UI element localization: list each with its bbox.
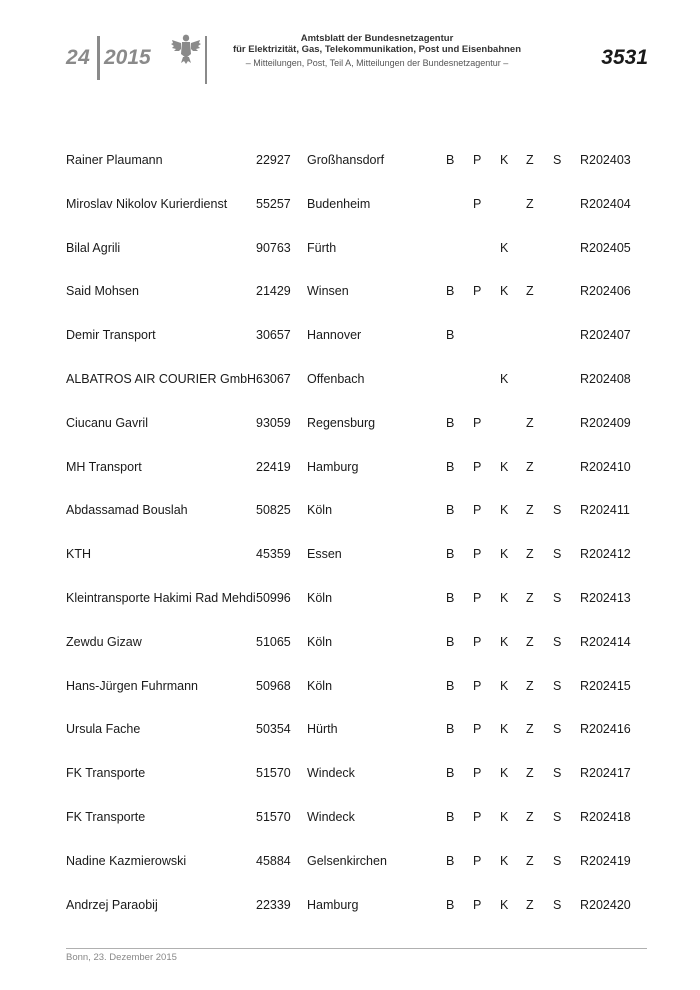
- registration-number: R202411: [580, 503, 630, 518]
- postal-code: 51570: [256, 766, 291, 781]
- city: Großhansdorf: [307, 153, 385, 167]
- flag-b: B: [446, 722, 455, 737]
- flag-s: S: [553, 591, 562, 605]
- flag-k: K: [500, 591, 509, 605]
- flag-p: P: [473, 547, 482, 562]
- flag-p: P: [473, 284, 482, 299]
- flag-s: S: [553, 547, 562, 562]
- flag-p: P: [473, 634, 482, 649]
- registration-number: R202418: [580, 810, 631, 824]
- page-number: 3531: [601, 46, 648, 69]
- postal-code: 93059: [256, 415, 291, 430]
- flag-b: B: [446, 415, 455, 430]
- journal-title-line1: Amtsblatt der Bundesnetzagentur: [300, 33, 454, 44]
- journal-title-line2: für Elektrizität, Gas, Telekommunikation, Post und Eisenbahnen: [232, 44, 522, 55]
- company-name: ALBATROS AIR COURIER GmbH: [66, 372, 257, 386]
- flag-s: S: [553, 766, 562, 781]
- city: Hamburg: [307, 459, 359, 474]
- flag-b: B: [446, 766, 455, 781]
- flag-p: P: [473, 722, 482, 737]
- flag-k: K: [500, 897, 509, 912]
- flag-k: K: [500, 547, 509, 562]
- flag-p: P: [473, 503, 482, 518]
- table-row: [0, 197, 700, 217]
- footer-text: Bonn, 23. Dezember 2015: [66, 952, 177, 963]
- flag-k: K: [500, 284, 509, 299]
- flag-p: P: [473, 196, 482, 211]
- registration-number: R202413: [580, 591, 631, 605]
- registration-number: R202420: [580, 897, 631, 912]
- company-name: Ursula Fache: [66, 722, 141, 737]
- postal-code: 50354: [256, 722, 291, 737]
- flag-s: S: [553, 503, 562, 518]
- city: Essen: [307, 547, 342, 562]
- table-row: [0, 722, 700, 742]
- postal-code: 50825: [256, 503, 291, 518]
- flag-z: Z: [526, 196, 534, 211]
- company-name: Demir Transport: [66, 328, 156, 343]
- journal-title: [218, 33, 536, 55]
- city: Köln: [307, 591, 333, 605]
- company-name: Kleintransporte Hakimi Rad Mehdi: [66, 591, 256, 605]
- flag-p: P: [473, 591, 482, 605]
- company-name: FK Transporte: [66, 810, 146, 824]
- flag-k: K: [500, 153, 509, 167]
- issue-number: 24: [66, 46, 91, 69]
- flag-p: P: [473, 810, 482, 824]
- flag-b: B: [446, 153, 455, 167]
- federal-eagle-icon: [170, 32, 202, 66]
- table-row: [0, 679, 700, 699]
- postal-code: 45884: [256, 853, 291, 868]
- flag-p: P: [473, 853, 482, 868]
- registration-number: R202410: [580, 459, 631, 474]
- registration-number: R202416: [580, 722, 631, 737]
- company-name: Hans-Jürgen Fuhrmann: [66, 678, 199, 693]
- flag-z: Z: [526, 153, 534, 167]
- company-name: Said Mohsen: [66, 284, 139, 299]
- flag-k: K: [500, 459, 509, 474]
- flag-k: K: [500, 372, 509, 386]
- city: Offenbach: [307, 372, 365, 386]
- flag-b: B: [446, 503, 455, 518]
- city: Köln: [307, 678, 333, 693]
- flag-k: K: [500, 853, 509, 868]
- table-row: [0, 898, 700, 918]
- flag-k: K: [500, 810, 509, 824]
- table-row: [0, 635, 700, 655]
- company-name: MH Transport: [66, 459, 142, 474]
- flag-p: P: [473, 153, 482, 167]
- registration-number: R202404: [580, 196, 631, 211]
- postal-code: 50968: [256, 678, 291, 693]
- city: Gelsenkirchen: [307, 853, 387, 868]
- flag-p: P: [473, 766, 482, 781]
- company-name: Ciucanu Gavril: [66, 415, 148, 430]
- footer-divider: [66, 948, 647, 949]
- postal-code: 22339: [256, 897, 291, 912]
- flag-k: K: [500, 503, 509, 518]
- company-name: FK Transporte: [66, 766, 146, 781]
- flag-z: Z: [526, 415, 534, 430]
- table-row: [0, 328, 700, 348]
- registration-number: R202407: [580, 328, 631, 343]
- flag-z: Z: [526, 634, 534, 649]
- flag-b: B: [446, 328, 455, 343]
- postal-code: 22419: [256, 459, 291, 474]
- city: Regensburg: [307, 415, 376, 430]
- flag-b: B: [446, 284, 455, 299]
- city: Windeck: [307, 766, 355, 781]
- flag-b: B: [446, 853, 455, 868]
- flag-p: P: [473, 897, 482, 912]
- registration-number: R202412: [580, 547, 631, 562]
- flag-s: S: [553, 897, 562, 912]
- flag-s: S: [553, 678, 562, 693]
- flag-p: P: [473, 459, 482, 474]
- company-name: KTH: [66, 547, 91, 562]
- postal-code: 50996: [256, 591, 291, 605]
- postal-code: 45359: [256, 547, 291, 562]
- table-row: [0, 854, 700, 874]
- city: Fürth: [307, 240, 337, 255]
- header-divider: [97, 36, 100, 80]
- flag-z: Z: [526, 503, 534, 518]
- flag-s: S: [553, 853, 562, 868]
- postal-code: 63067: [256, 372, 291, 386]
- registration-number: R202419: [580, 853, 631, 868]
- header-divider-2: [205, 36, 207, 84]
- city: Köln: [307, 503, 333, 518]
- flag-z: Z: [526, 722, 534, 737]
- company-name: Miroslav Nikolov Kurierdienst: [66, 196, 228, 211]
- company-name: Rainer Plaumann: [66, 153, 163, 167]
- table-row: [0, 547, 700, 567]
- table-row: [0, 503, 700, 523]
- journal-subtitle: – Mitteilungen, Post, Teil A, Mitteilungen der Bundesnetzagentur –: [245, 58, 509, 68]
- city: Budenheim: [307, 196, 371, 211]
- postal-code: 51570: [256, 810, 291, 824]
- table-row: [0, 416, 700, 436]
- registration-number: R202415: [580, 678, 631, 693]
- flag-k: K: [500, 766, 509, 781]
- company-name: Bilal Agrili: [66, 240, 121, 255]
- flag-b: B: [446, 591, 455, 605]
- city: Hannover: [307, 328, 362, 343]
- postal-code: 22927: [256, 153, 291, 167]
- postal-code: 21429: [256, 284, 291, 299]
- flag-b: B: [446, 547, 455, 562]
- city: Hamburg: [307, 897, 359, 912]
- flag-z: Z: [526, 591, 534, 605]
- registration-number: R202409: [580, 415, 631, 430]
- flag-k: K: [500, 634, 509, 649]
- table-row: [0, 241, 700, 261]
- registration-number: R202414: [580, 634, 631, 649]
- city: Winsen: [307, 284, 349, 299]
- registration-number: R202417: [580, 766, 631, 781]
- flag-z: Z: [526, 678, 534, 693]
- flag-z: Z: [526, 284, 534, 299]
- company-name: Nadine Kazmierowski: [66, 853, 187, 868]
- flag-k: K: [500, 240, 509, 255]
- company-name: Zewdu Gizaw: [66, 634, 142, 649]
- registration-number: R202406: [580, 284, 631, 299]
- postal-code: 51065: [256, 634, 291, 649]
- flag-k: K: [500, 722, 509, 737]
- registration-number: R202403: [580, 153, 631, 167]
- flag-p: P: [473, 678, 482, 693]
- flag-z: Z: [526, 853, 534, 868]
- flag-b: B: [446, 459, 455, 474]
- city: Hürth: [307, 722, 338, 737]
- flag-b: B: [446, 810, 455, 824]
- table-row: [0, 284, 700, 304]
- flag-z: Z: [526, 766, 534, 781]
- registration-number: R202405: [580, 240, 631, 255]
- flag-b: B: [446, 678, 455, 693]
- postal-code: 55257: [256, 196, 291, 211]
- postal-code: 90763: [256, 240, 291, 255]
- city: Windeck: [307, 810, 355, 824]
- table-row: [0, 810, 700, 830]
- flag-s: S: [553, 722, 562, 737]
- flag-s: S: [553, 810, 562, 824]
- issue-year: 2015: [104, 46, 151, 69]
- flag-z: Z: [526, 459, 534, 474]
- table-row: [0, 372, 700, 392]
- flag-s: S: [553, 153, 562, 167]
- table-row: [0, 591, 700, 611]
- flag-b: B: [446, 634, 455, 649]
- company-name: Abdassamad Bouslah: [66, 503, 188, 518]
- flag-z: Z: [526, 810, 534, 824]
- postal-code: 30657: [256, 328, 291, 343]
- flag-b: B: [446, 897, 455, 912]
- company-name: Andrzej Paraobij: [66, 897, 158, 912]
- table-row: [0, 153, 700, 173]
- city: Köln: [307, 634, 333, 649]
- table-row: [0, 766, 700, 786]
- flag-z: Z: [526, 547, 534, 562]
- flag-z: Z: [526, 897, 534, 912]
- flag-p: P: [473, 415, 482, 430]
- flag-k: K: [500, 678, 509, 693]
- registration-number: R202408: [580, 372, 631, 386]
- flag-s: S: [553, 634, 562, 649]
- table-row: [0, 460, 700, 480]
